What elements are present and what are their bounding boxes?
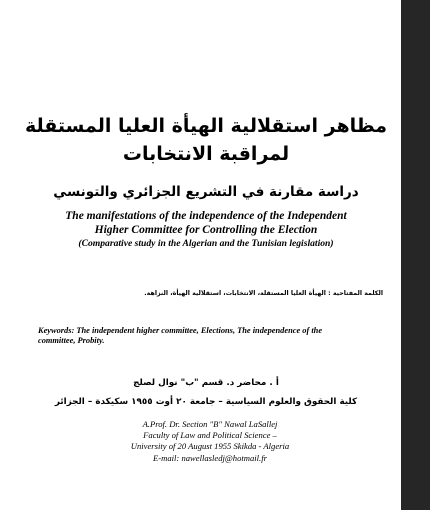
arabic-title bbox=[20, 112, 392, 168]
author-email[interactable]: E-mail: nawellasledj@hotmail.fr bbox=[153, 452, 267, 463]
english-title-line-2: Higher Committee for Controlling the Election bbox=[94, 224, 318, 236]
english-comparative-note: (Comparative study in the Algerian and the Tunisian legislation) bbox=[78, 238, 334, 249]
viewer-scrollbar[interactable] bbox=[401, 0, 430, 510]
author-english-block bbox=[60, 419, 360, 464]
english-keywords: Keywords: The independent higher committee, Elections, The independence of the committee, Probity. bbox=[38, 326, 323, 345]
english-title bbox=[20, 209, 392, 237]
english-title-line-1: The manifestations of the independence of the Independent bbox=[65, 210, 347, 222]
author-name-arabic: أ . محاضر د. قسم "ب" نوال لصلج bbox=[133, 378, 279, 388]
arabic-keywords: الكلمة المفتاحية : الهيأة العليا المستقلة، الانتخابات، استقلالية الهيأة، النزاهة. bbox=[144, 290, 383, 297]
author-name-english: A.Prof. Dr. Section "B" Nawal LaSallej bbox=[142, 419, 278, 429]
arabic-subtitle: دراسة مقارنة في التشريع الجزائري والتونسي bbox=[53, 184, 359, 200]
author-university-english: University of 20 August 1955 Skikda - Algeria bbox=[130, 441, 290, 452]
author-faculty-arabic: كلية الحقوق والعلوم السياسية – جامعة ٢٠ أوت ١٩٥٥ سكيكدة – الجزائر bbox=[54, 397, 358, 407]
author-faculty-english: Faculty of Law and Political Science – bbox=[143, 430, 277, 441]
arabic-title-line-1: مظاهر استقلالية الهيأة العليا المستقلة bbox=[24, 115, 388, 137]
arabic-title-line-2: لمراقبة الانتخابات bbox=[122, 143, 290, 165]
